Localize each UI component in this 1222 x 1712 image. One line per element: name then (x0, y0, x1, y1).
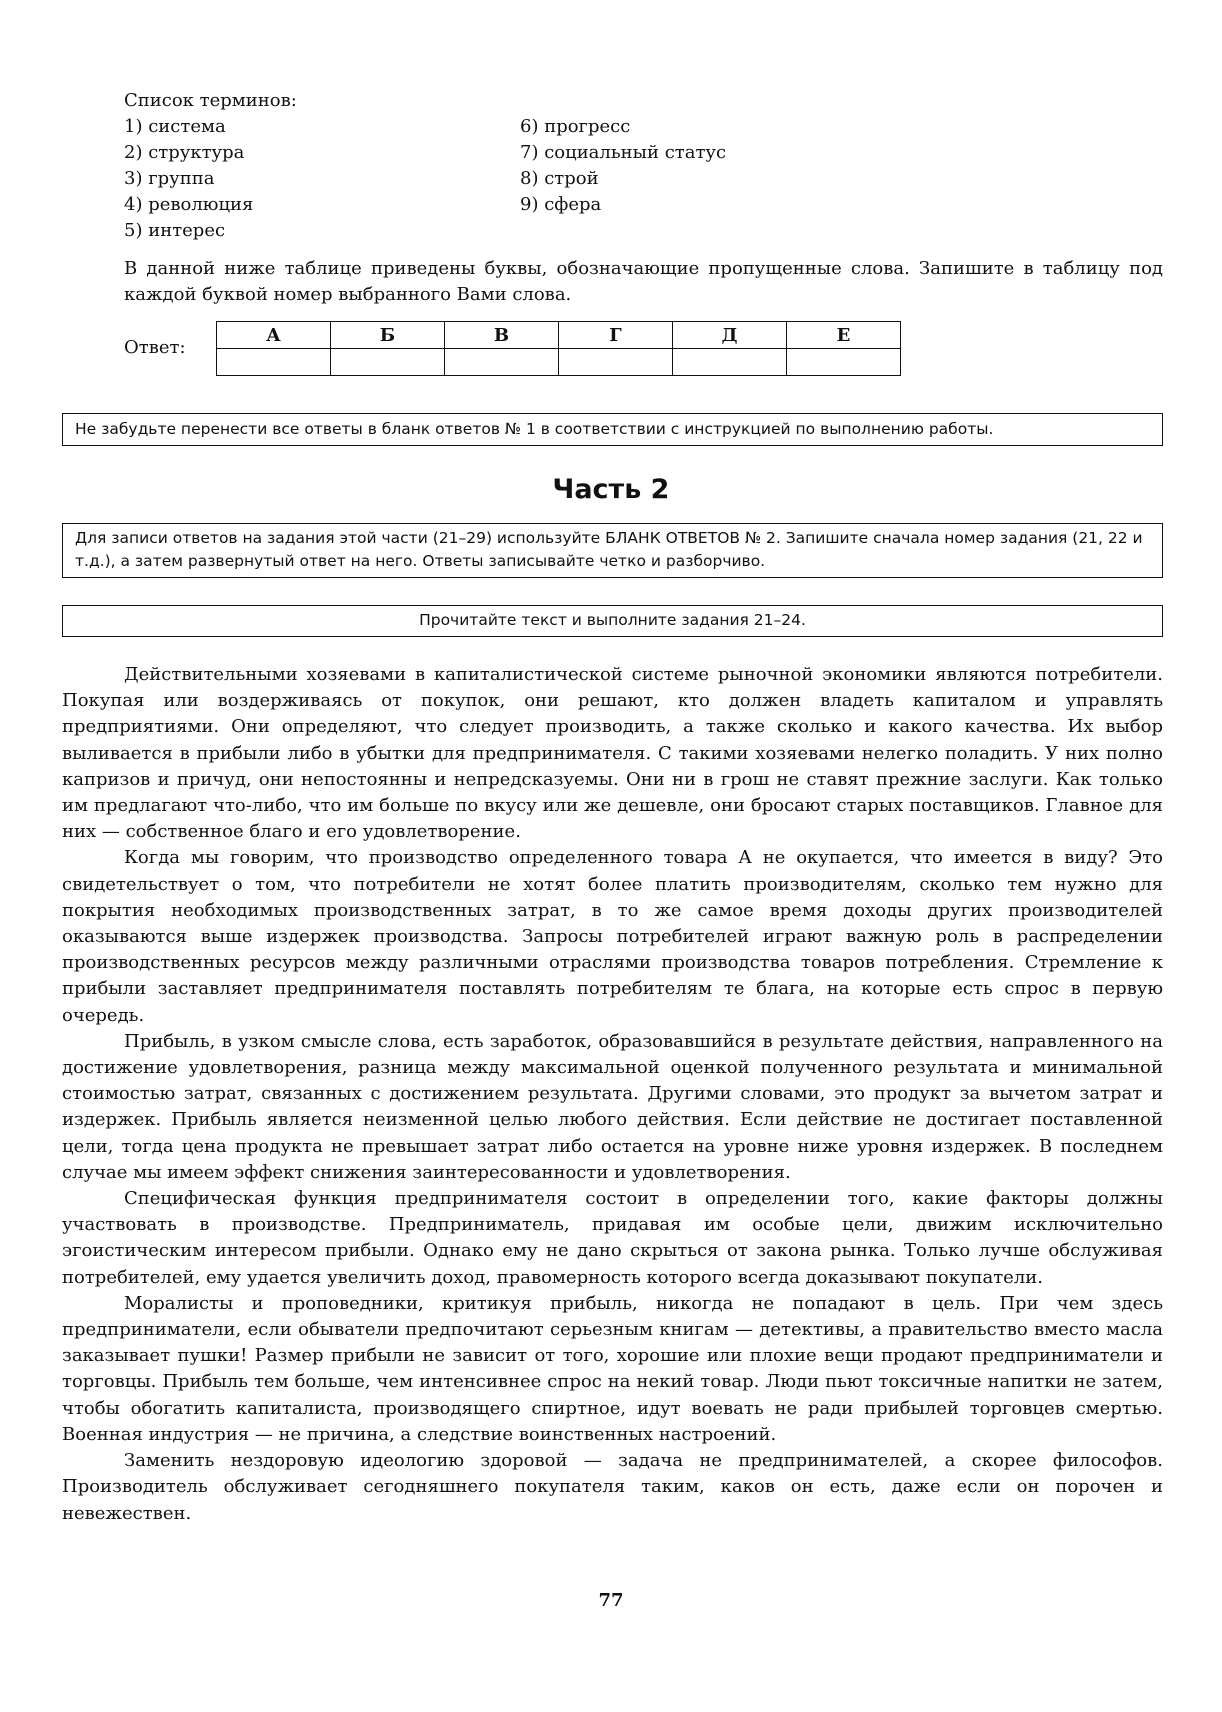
term-item: 4) революция (124, 194, 254, 215)
answer-cell[interactable] (445, 349, 559, 376)
term-item: 6) прогресс (520, 116, 631, 137)
answer-table (216, 321, 901, 376)
term-item: 3) группа (124, 168, 215, 189)
answer-letter: Г (559, 322, 673, 349)
terms-list-left (124, 114, 253, 244)
page-number: 77 (598, 1590, 624, 1611)
text-paragraph: Действительными хозяевами в капиталистической системе рыночной экономики являются потребители. Покупая или воздерживаясь от покупок, они решают, кто должен владеть капиталом и управлять предприятиями. Они определяют, что следует производить, а также сколько и какого качества. Их выбор выливается в прибыли либо в убытки для предпринимателя. С такими хозяевами нелегко поладить. У них полно капризов и причуд, они непостоянны и непредсказуемы. Они ни в грош не ставят прежние заслуги. Как только им предлагают что-либо, что им больше по вкусу или же дешевле, они бросают старых поставщиков. Главное для них — собственное благо и его удовлетворение. (62, 664, 1163, 843)
answer-letter: Б (331, 322, 445, 349)
answer-letter: А (217, 322, 331, 349)
part-title: Часть 2 (552, 474, 670, 505)
term-item: 1) система (124, 116, 226, 137)
text-paragraph: Когда мы говорим, что производство определенного товара А не окупается, что имеется в виду? Это свидетельствует о том, что потребители не хотят более платить производителям, сколько тем нужно для покрытия необходимых производственных затрат, в то же самое время доходы других производителей оказываются выше издержек производства. Запросы потребителей играют важную роль в распределении производственных ресурсов между различными отраслями производства товаров потребления. Стремление к прибыли заставляет предпринимателя поставлять потребителям те блага, на которые есть спрос в первую очередь. (62, 847, 1163, 1026)
answer-letters-row (217, 322, 901, 349)
answer-letter: В (445, 322, 559, 349)
term-item: 9) сфера (520, 194, 602, 215)
term-item: 2) структура (124, 142, 245, 163)
answer-cell[interactable] (217, 349, 331, 376)
text-paragraph: Заменить нездоровую идеологию здоровой — задача не предпринимателей, а скорее философов. Производитель обслуживает сегодняшнего покупателя таким, каков он есть, даже если он порочен и невежествен. (62, 1450, 1163, 1524)
reading-text (62, 662, 1163, 1527)
terms-list-right (520, 114, 726, 218)
answer-cell[interactable] (673, 349, 787, 376)
answer-letter: Е (787, 322, 901, 349)
answer-letter: Д (673, 322, 787, 349)
text-paragraph: Моралисты и проповедники, критикуя прибыль, никогда не попадают в цель. При чем здесь предприниматели, если обыватели предпочитают серьезным книгам — детективы, а правительство вместо масла заказывает пушки! Размер прибыли не зависит от того, хорошие или плохие вещи продают предприниматели и торговцы. Прибыль тем больше, чем интенсивнее спрос на некий товар. Люди пьют токсичные напитки не затем, чтобы обогатить капиталиста, производящего спиртное, идут воевать не ради прибылей торговцев смертью. Военная индустрия — не причина, а следствие воинственных настроений. (62, 1292, 1163, 1445)
term-item: 8) строй (520, 168, 599, 189)
part-instruction-box: Для записи ответов на задания этой части (21–29) используйте БЛАНК ОТВЕТОВ № 2. Запишите сначала номер задания (21, 22 и т.д.), а затем развернутый ответ на него. Ответы записывайте четко и разборчиво. (62, 523, 1163, 578)
answer-cell[interactable] (331, 349, 445, 376)
table-instruction: В данной ниже таблице приведены буквы, обозначающие пропущенные слова. Запишите в таблицу под каждой буквой номер выбранного Вами слова. (124, 258, 1163, 305)
text-paragraph: Специфическая функция предпринимателя состоит в определении того, какие факторы должны участвовать в производстве. Предприниматель, придавая им особые цели, движим исключительно эгоистическим интересом прибыли. Однако ему не дано скрыться от закона рынка. Только лучше обслуживая потребителей, ему удается увеличить доход, правомерность которого всегда доказывают покупатели. (62, 1188, 1163, 1288)
answer-cells-row (217, 349, 901, 376)
transfer-notice-box: Не забудьте перенести все ответы в бланк ответов № 1 в соответствии с инструкцией по выполнению работы. (62, 413, 1163, 446)
answer-cell[interactable] (787, 349, 901, 376)
answer-label: Ответ: (124, 337, 186, 358)
answer-cell[interactable] (559, 349, 673, 376)
text-paragraph: Прибыль, в узком смысле слова, есть заработок, образовавшийся в результате действия, направленного на достижение удовлетворения, разница между максимальной оценкой полученного результата и минимальной стоимостью затрат, связанных с достижением результата. Другими словами, это продукт за вычетом затрат и издержек. Прибыль является неизменной целью любого действия. Если действие не достигает поставленной цели, тогда цена продукта не превышает затрат либо остается на уровне ниже уровня издержек. В последнем случае мы имеем эффект снижения заинтересованности и удовлетворения. (62, 1030, 1163, 1183)
terms-list-title: Список терминов: (124, 90, 297, 111)
term-item: 7) социальный статус (520, 142, 727, 163)
read-instruction-box: Прочитайте текст и выполните задания 21–24. (62, 605, 1163, 637)
term-item: 5) интерес (124, 220, 226, 241)
